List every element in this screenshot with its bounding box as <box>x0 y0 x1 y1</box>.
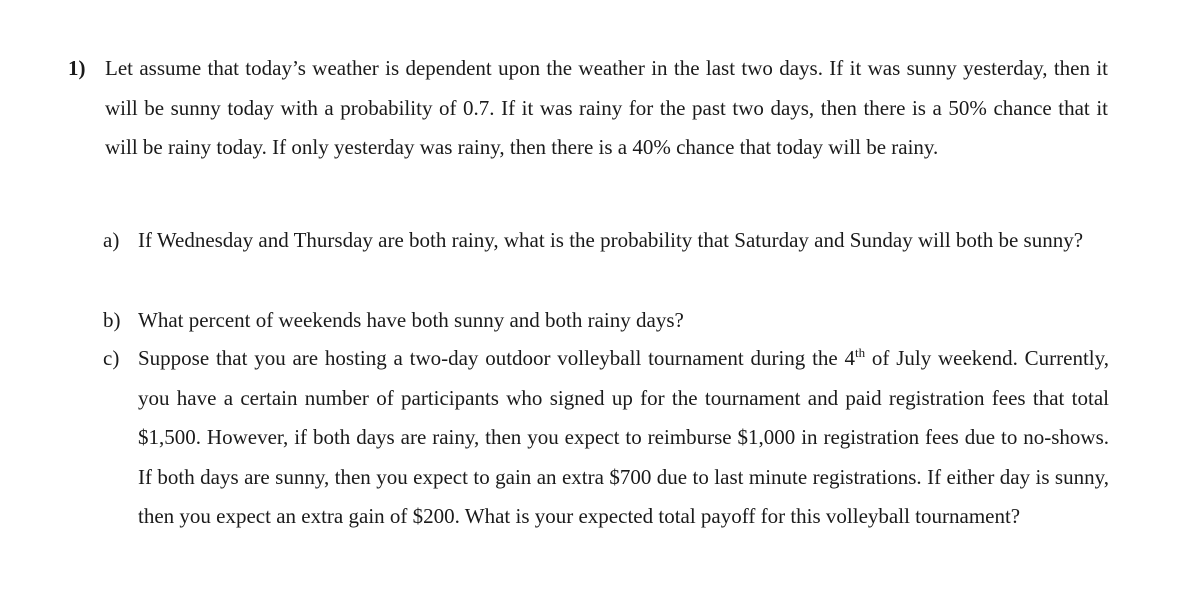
part-c-label: c) <box>103 346 120 370</box>
part-a <box>103 221 1109 301</box>
part-c <box>103 339 1109 537</box>
question-header <box>68 49 1108 168</box>
part-b <box>103 301 1109 339</box>
part-c-text-end: of July weekend. Currently, you have a certain number of participants who signed up for the tournament and paid registration fees that total $1,500. However, if both days are rainy, then you expect to reimburse $1,000 in registration fees due to no-shows. If both days are sunny, then you expect to gain an extra $700 due to last minute registrations. If either day is sunny, then you expect an extra gain of $200. What is your expected total payoff for this volleyball tournament? <box>138 346 1110 528</box>
question-number: 1) <box>68 56 86 80</box>
part-c-text-start: Suppose that you are hosting a two-day outdoor volleyball tournament during the 4 <box>138 346 856 370</box>
part-b-label: b) <box>103 308 121 332</box>
part-a-text: If Wednesday and Thursday are both rainy, what is the probability that Saturday and Sunday will both be sunny? <box>138 228 1084 252</box>
part-c-superscript: th <box>855 345 866 360</box>
question-parts <box>103 221 1109 537</box>
part-a-label: a) <box>103 228 120 252</box>
part-c-text <box>138 339 1109 537</box>
question-text: Let assume that today’s weather is dependent upon the weather in the last two days. If it was sunny yesterday, then it will be sunny today with a probability of 0.7. If it was rainy for the past two days, then there is a 50% chance that it will be rainy today. If only yesterday was rainy, then there is a 40% chance that today will be rainy. <box>105 56 1108 159</box>
part-b-text: What percent of weekends have both sunny and both rainy days? <box>138 308 684 332</box>
question-1 <box>68 49 1108 168</box>
